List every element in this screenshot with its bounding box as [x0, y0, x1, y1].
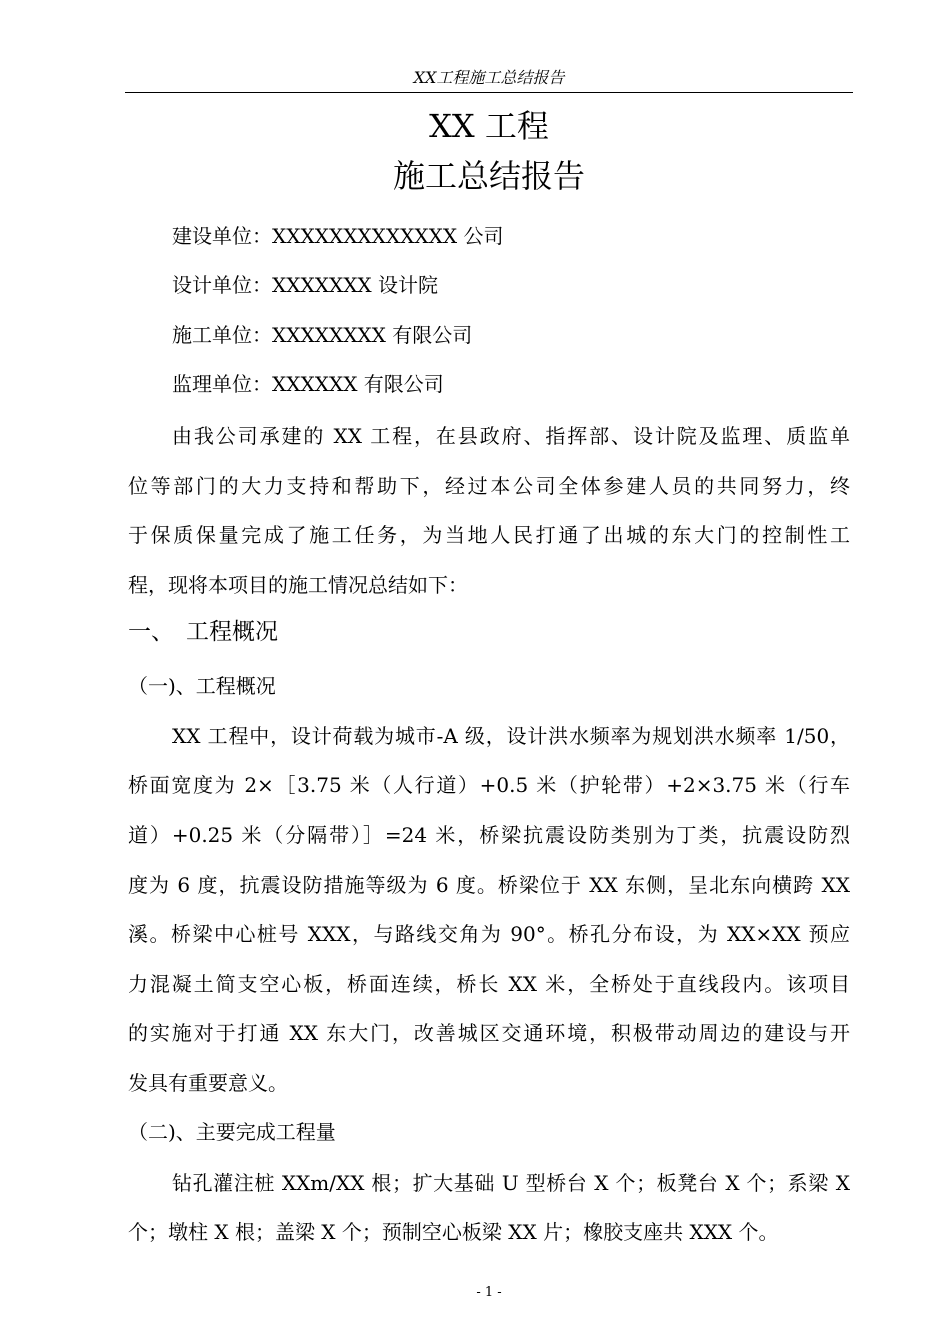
- header-rule: [125, 92, 853, 93]
- body-line: 道）+0.25 米（分隔带）］=24 米，桥梁抗震设防类别为丁类，抗震设防烈: [128, 823, 850, 847]
- unit-builder: 施工单位：XXXXXXXX 有限公司: [172, 323, 473, 347]
- section-number: 一、: [128, 619, 174, 645]
- title-line-2: 施工总结报告: [392, 157, 585, 195]
- unit-supervision: 监理单位：XXXXXX 有限公司: [172, 372, 444, 396]
- body-line: 个；墩柱 X 根；盖梁 X 个；预制空心板梁 XX 片；橡胶支座共 XXX 个。: [128, 1220, 779, 1244]
- subsection-heading-2: （二)、主要完成工程量: [128, 1120, 336, 1144]
- body-line: 发具有重要意义。: [128, 1071, 288, 1095]
- section-title: 工程概况: [186, 619, 278, 645]
- intro-line: 由我公司承建的 XX 工程，在县政府、指挥部、设计院及监理、质监单: [172, 424, 850, 448]
- title-line-1: XX 工程: [429, 107, 549, 145]
- subsection-heading-1: （一)、工程概况: [128, 674, 276, 698]
- body-line: 力混凝土简支空心板，桥面连续，桥长 XX 米，全桥处于直线段内。该项目: [128, 972, 850, 996]
- page-number: - 1 -: [476, 1285, 502, 1300]
- unit-design: 设计单位：XXXXXXX 设计院: [172, 273, 439, 297]
- body-line: 度为 6 度，抗震设防措施等级为 6 度。桥梁位于 XX 东侧，呈北东向横跨 XX: [128, 873, 850, 897]
- body-line: XX 工程中，设计荷载为城市-A 级，设计洪水频率为规划洪水频率 1/50，: [172, 724, 850, 748]
- intro-line: 位等部门的大力支持和帮助下，经过本公司全体参建人员的共同努力，终: [128, 474, 850, 498]
- running-header: XX工程施工总结报告: [413, 68, 565, 87]
- intro-line: 程，现将本项目的施工情况总结如下：: [128, 573, 468, 597]
- body-line: 的实施对于打通 XX 东大门，改善城区交通环境，积极带动周边的建设与开: [128, 1021, 850, 1045]
- body-line: 桥面宽度为 2×［3.75 米（人行道）+0.5 米（护轮带）+2×3.75 米（行车: [128, 773, 850, 797]
- body-line: 溪。桥梁中心桩号 XXX，与路线交角为 90°。桥孔分布设，为 XX×XX 预应: [128, 922, 850, 946]
- unit-construction: 建设单位：XXXXXXXXXXXXX 公司: [172, 224, 504, 248]
- body-line: 钻孔灌注桩 XXm/XX 根；扩大基础 U 型桥台 X 个；板凳台 X 个；系梁 X: [172, 1171, 850, 1195]
- intro-line: 于保质保量完成了施工任务，为当地人民打通了出城的东大门的控制性工: [128, 523, 850, 547]
- section-heading-1: [128, 617, 278, 647]
